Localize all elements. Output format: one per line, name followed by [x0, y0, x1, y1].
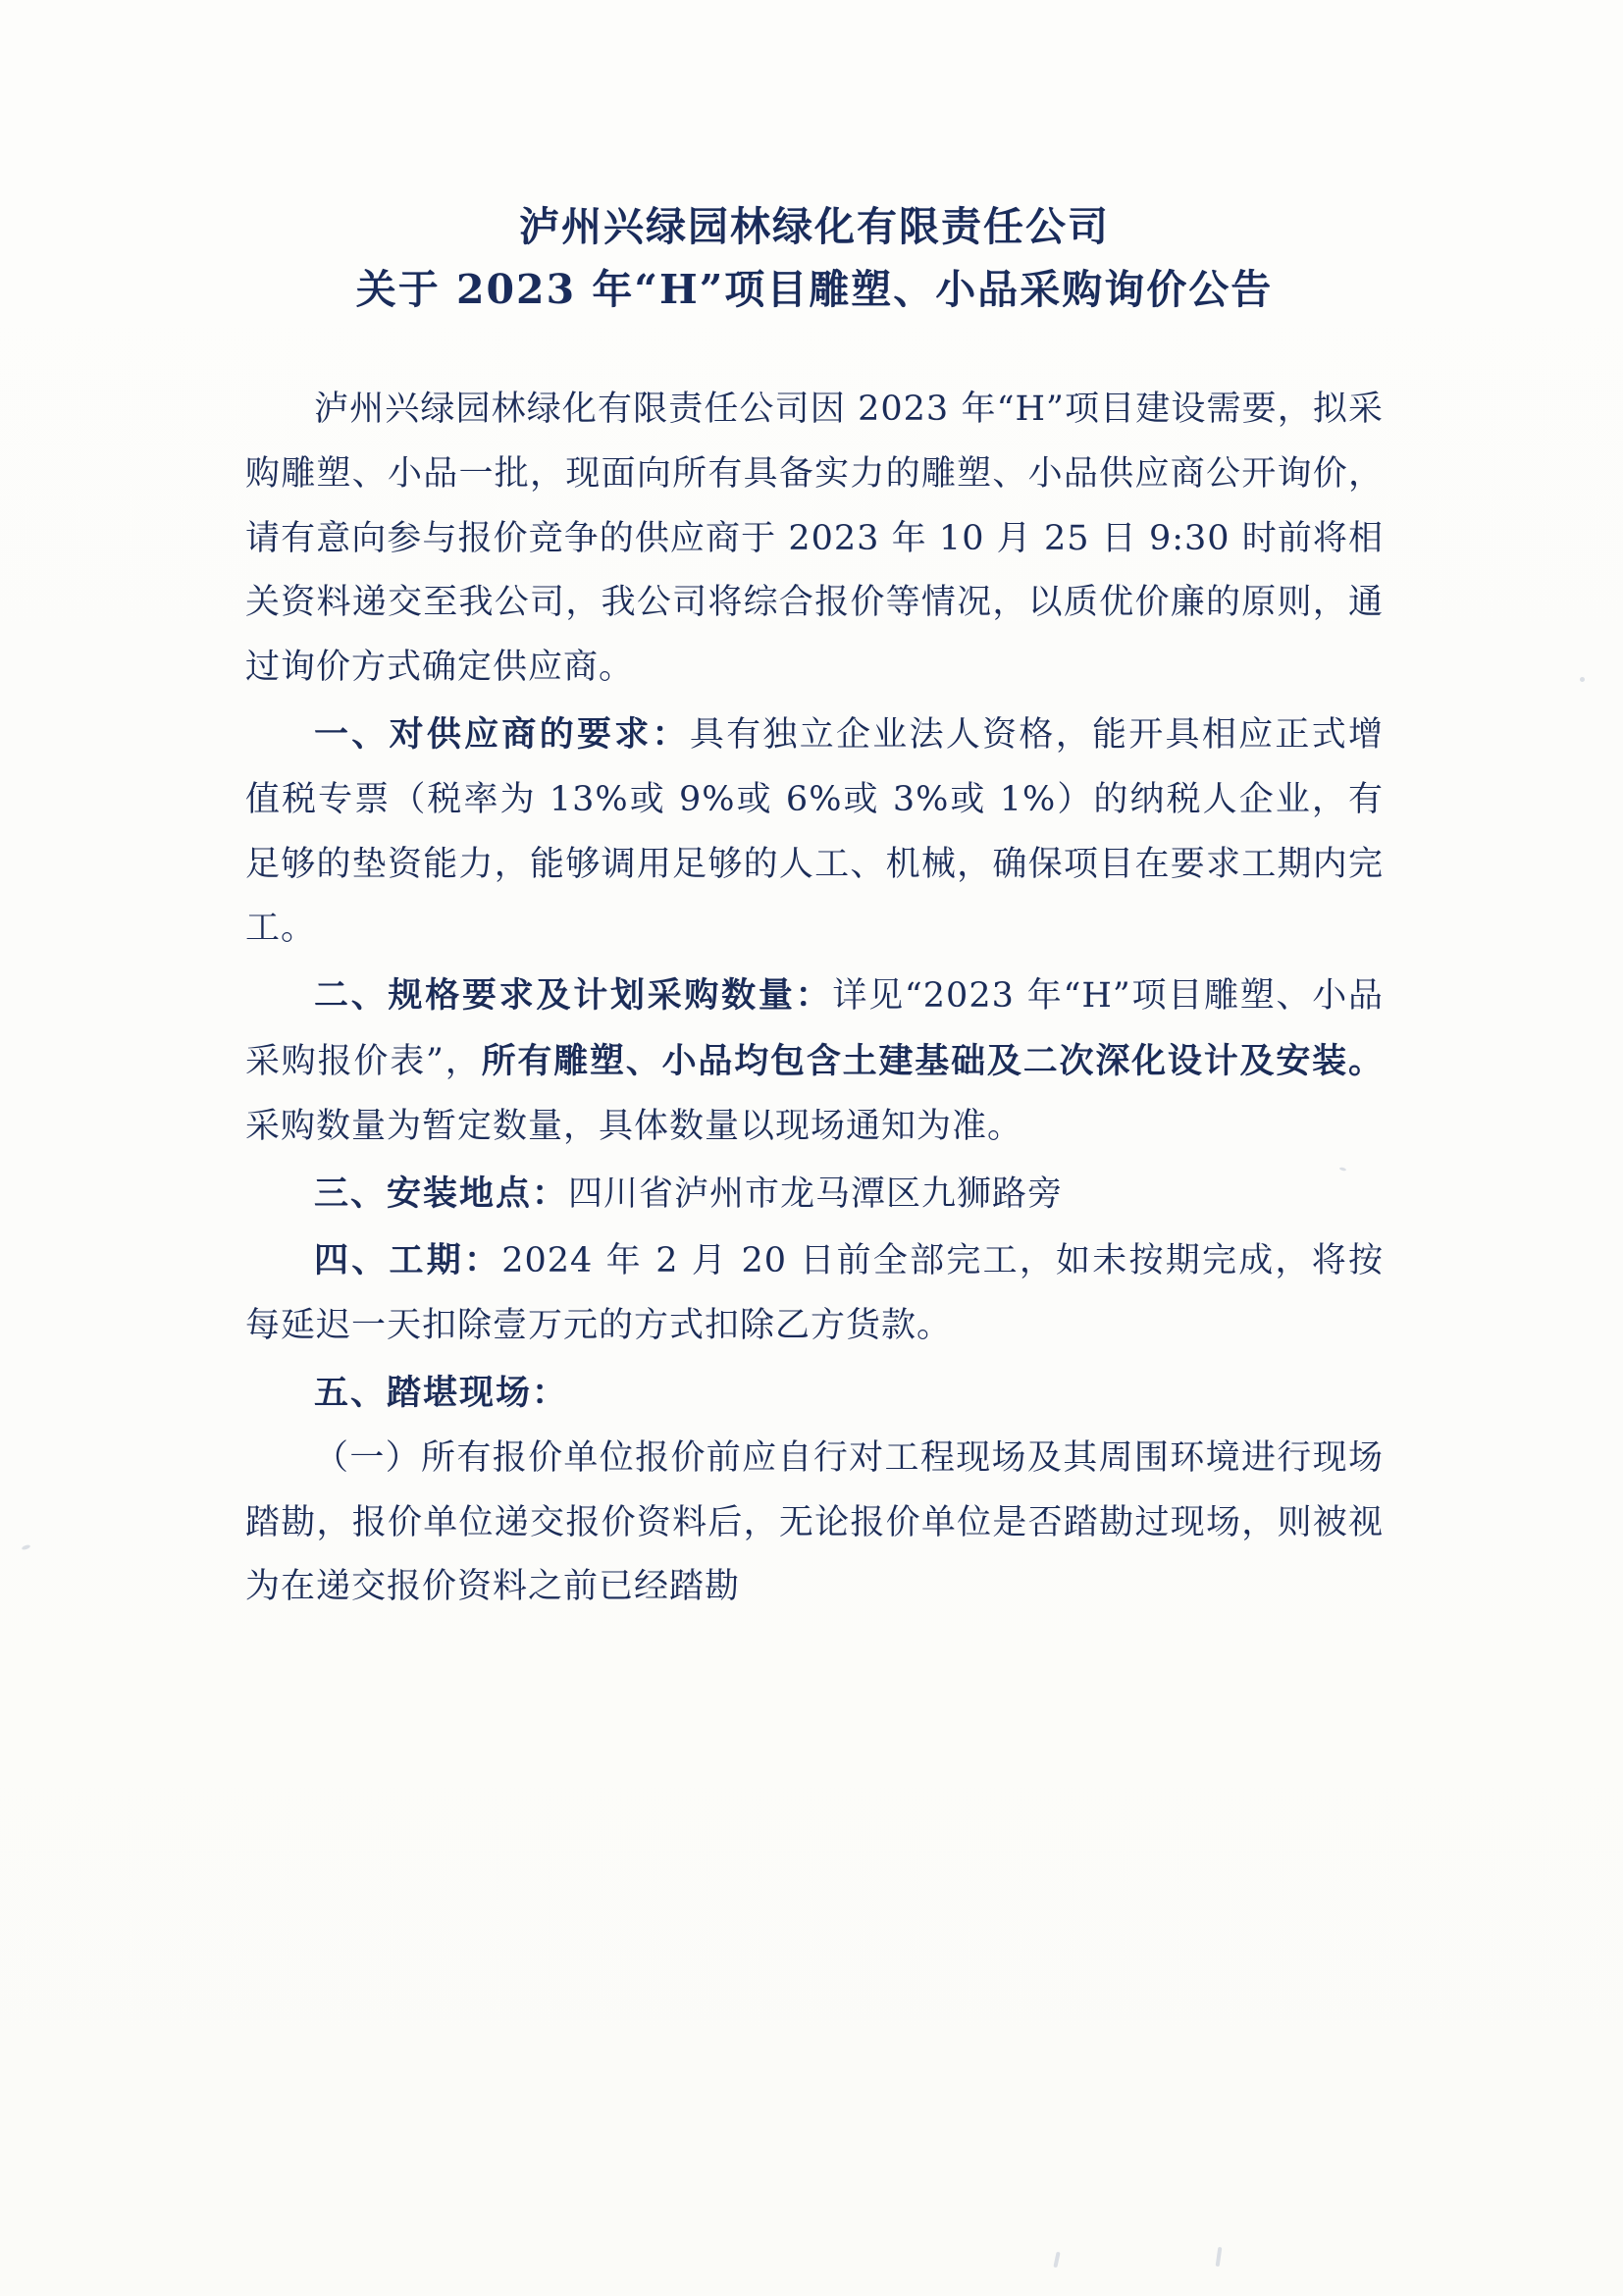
paragraph-section-3 [245, 1162, 1384, 1227]
title-company-text: 泸州兴绿园林绿化有限责任公司 [519, 203, 1110, 250]
document-content [245, 0, 1384, 2296]
section-1-heading: 一、对供应商的要求： [314, 714, 690, 756]
section-5-heading: 五、踏堪现场： [314, 1373, 569, 1414]
section-2-text-a: 详见“2023 年“H”项目雕塑、小品采购报价表”， [245, 976, 1384, 1082]
paragraph-section-1 [245, 703, 1384, 962]
section-2-text-b: 采购数量为暂定数量，具体数量以现场通知为准。 [245, 1106, 1023, 1146]
section-4-heading: 四、工期： [314, 1240, 502, 1281]
title-line-company [245, 196, 1384, 259]
section-1-text: 具有独立企业法人资格，能开具相应正式增值税专票（税率为 13%或 9%或 6%或 3%或 1%）的纳税人企业，有足够的垫资能力，能够调用足够的人工、机械，确保项目在要求工期内完工。 [245, 715, 1384, 949]
scan-artifact [1580, 677, 1585, 682]
paragraph-intro: 泸州兴绿园林绿化有限责任公司因 2023 年“H”项目建设需要，拟采购雕塑、小品一批，现面向所有具备实力的雕塑、小品供应商公开询价，请有意向参与报价竞争的供应商于 2023 年 10 月 25 日 9:30 时前将相关资料递交至我公司，我公司将综合报价等情况，以质优价廉的原则，通过询价方式确定供应商。 [245, 390, 1384, 688]
paragraph-section-2 [245, 964, 1384, 1159]
section-3-heading: 三、安装地点： [314, 1173, 569, 1214]
section-2-text-emphasis: 所有雕塑、小品均包含土建基础及二次深化设计及安装。 [481, 1041, 1384, 1082]
document-body [245, 378, 1384, 1620]
document-title [245, 196, 1384, 321]
paragraph-section-4 [245, 1228, 1384, 1359]
paragraph-section-5 [245, 1361, 1384, 1427]
section-4-text: 2024 年 2 月 20 日前全部完工，如未按期完成，将按每延迟一天扣除壹万元的方式扣除乙方货款。 [245, 1241, 1384, 1346]
paragraph-section-5-item-1: （一）所有报价单位报价前应自行对工程现场及其周围环境进行现场踏勘，报价单位递交报价资料后，无论报价单位是否踏勘过现场，则被视为在递交报价资料之前已经踏勘 [245, 1437, 1384, 1607]
title-subject-text: 关于 2023 年“H”项目雕塑、小品采购询价公告 [355, 265, 1274, 313]
section-3-text: 四川省泸州市龙马潭区九狮路旁 [568, 1174, 1064, 1214]
section-2-heading: 二、规格要求及计划采购数量： [314, 975, 833, 1017]
title-line-subject [245, 259, 1384, 322]
